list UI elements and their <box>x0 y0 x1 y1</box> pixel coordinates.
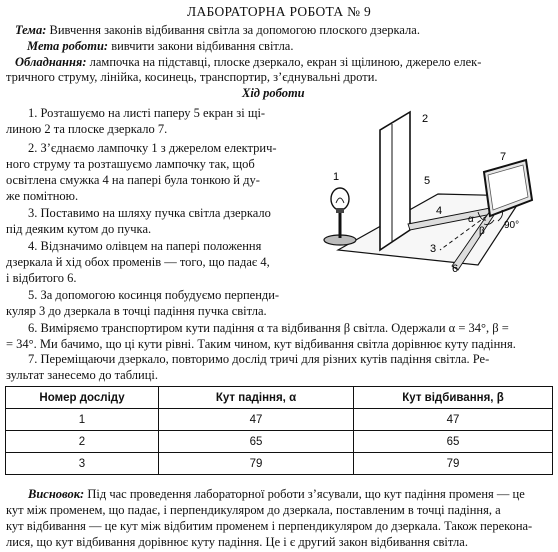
cell-incidence: 79 <box>159 453 354 475</box>
equipment-line-2: тричного струму, лінійка, косинець, транспортир, з’єднувальні дроти. <box>6 70 378 84</box>
page-title: ЛАБОРАТОРНА РОБОТА № 9 <box>187 4 371 19</box>
table-header-row <box>6 387 553 409</box>
conclusion-label: Висновок: <box>28 487 85 501</box>
label-right-angle: 90° <box>504 220 520 231</box>
goal-line <box>27 39 293 54</box>
results-table <box>5 386 553 475</box>
topic-line <box>15 23 420 38</box>
label-beta: β <box>479 226 485 237</box>
conclusion-line2: кут між променем, що падає, і перпендикуляром до дзеркала, поставленим в точці падіння, а <box>6 503 501 517</box>
slit-screen <box>380 112 410 250</box>
step2-line3: освітлена смужка 4 на папері була тонкою й ду- <box>6 173 260 187</box>
topic-label: Тема: <box>15 23 47 37</box>
goal-label: Мета роботи: <box>27 39 109 53</box>
label-alpha: α <box>468 214 474 225</box>
equipment-line-1 <box>15 55 481 70</box>
bulb-icon <box>331 188 349 210</box>
step4-line1: 4. Відзначимо олівцем на папері положення <box>28 239 262 253</box>
step5-line2: куляр 3 до дзеркала в точці падіння пучка світла. <box>6 304 267 318</box>
equipment-text-1: лампочка на підставці, плоске дзеркало, екран зі щілиною, джерело елек- <box>89 55 482 69</box>
cell-reflection: 79 <box>354 453 553 475</box>
table-row <box>6 453 553 475</box>
step6-line2: = 34°. Ми бачимо, що ці кути рівні. Таким чином, кут відбивання світла дорівнює куту падіння. <box>6 337 516 351</box>
table-row <box>6 431 553 453</box>
step7-line2: зультат занесемо до таблиці. <box>6 368 158 382</box>
step2-line1: 2. З’єднаємо лампочку 1 з джерелом електрич- <box>28 141 277 155</box>
step7-line1: 7. Переміщаючи дзеркало, повторимо дослід тричі для різних кутів падіння світла. Ре- <box>28 352 490 366</box>
procedure-heading: Хід роботи <box>242 86 305 100</box>
conclusion-line1 <box>28 487 525 502</box>
step2-line4: же помітною. <box>6 189 79 203</box>
bulb-socket <box>336 208 344 213</box>
equipment-label: Обладнання: <box>15 55 87 69</box>
header-incidence: Кут падіння, α <box>159 387 354 409</box>
table-row <box>6 409 553 431</box>
label-screen: 2 <box>422 113 429 125</box>
conclusion-line3: кут відбивання — це кут між відбитим променем і перпендикуляром до дзеркала. Також перекона- <box>6 519 533 533</box>
step5-line1: 5. За допомогою косинця побудуємо перпенди- <box>28 288 280 302</box>
label-lamp: 1 <box>333 171 340 183</box>
label-perpendicular: 3 <box>430 243 437 255</box>
experiment-diagram <box>318 100 558 285</box>
header-reflection: Кут відбивання, β <box>354 387 553 409</box>
cell-experiment: 2 <box>6 431 159 453</box>
step3-line1: 3. Поставимо на шляху пучка світла дзеркало <box>28 206 271 220</box>
goal-text: вивчити закони відбивання світла. <box>111 39 294 53</box>
header-experiment: Номер досліду <box>6 387 159 409</box>
step3-line2: під деяким кутом до пучка. <box>6 222 152 236</box>
label-paper: 5 <box>424 175 431 187</box>
topic-text: Вивчення законів відбивання світла за допомогою плоского дзеркала. <box>49 23 420 37</box>
step1-line2: линою 2 та плоске дзеркало 7. <box>6 122 168 136</box>
cell-incidence: 65 <box>159 431 354 453</box>
cell-experiment: 3 <box>6 453 159 475</box>
conclusion-text-1: Під час проведення лабораторної роботи з’ясували, що кут падіння променя — це <box>87 487 525 501</box>
conclusion-line4: лися, що кут відбивання дорівнює куту падіння. Це і є другий закон відбивання світла. <box>6 535 468 549</box>
cell-incidence: 47 <box>159 409 354 431</box>
label-incident: 4 <box>436 205 443 217</box>
label-reflected: 6 <box>452 263 459 275</box>
step1-line1: 1. Розташуємо на листі паперу 5 екран зі щі- <box>28 106 266 120</box>
cell-reflection: 47 <box>354 409 553 431</box>
step4-line2: дзеркала й хід обох променів — того, що падає 4, <box>6 255 270 269</box>
cell-reflection: 65 <box>354 431 553 453</box>
cell-experiment: 1 <box>6 409 159 431</box>
step2-line2: ного струму та розташуємо лампочку так, щоб <box>6 157 255 171</box>
step4-line3: і відбитого 6. <box>6 271 77 285</box>
label-mirror: 7 <box>500 151 507 163</box>
step6-line1: 6. Виміряємо транспортиром кути падіння α та відбивання β світла. Одержали α = 34°, β = <box>28 321 509 335</box>
